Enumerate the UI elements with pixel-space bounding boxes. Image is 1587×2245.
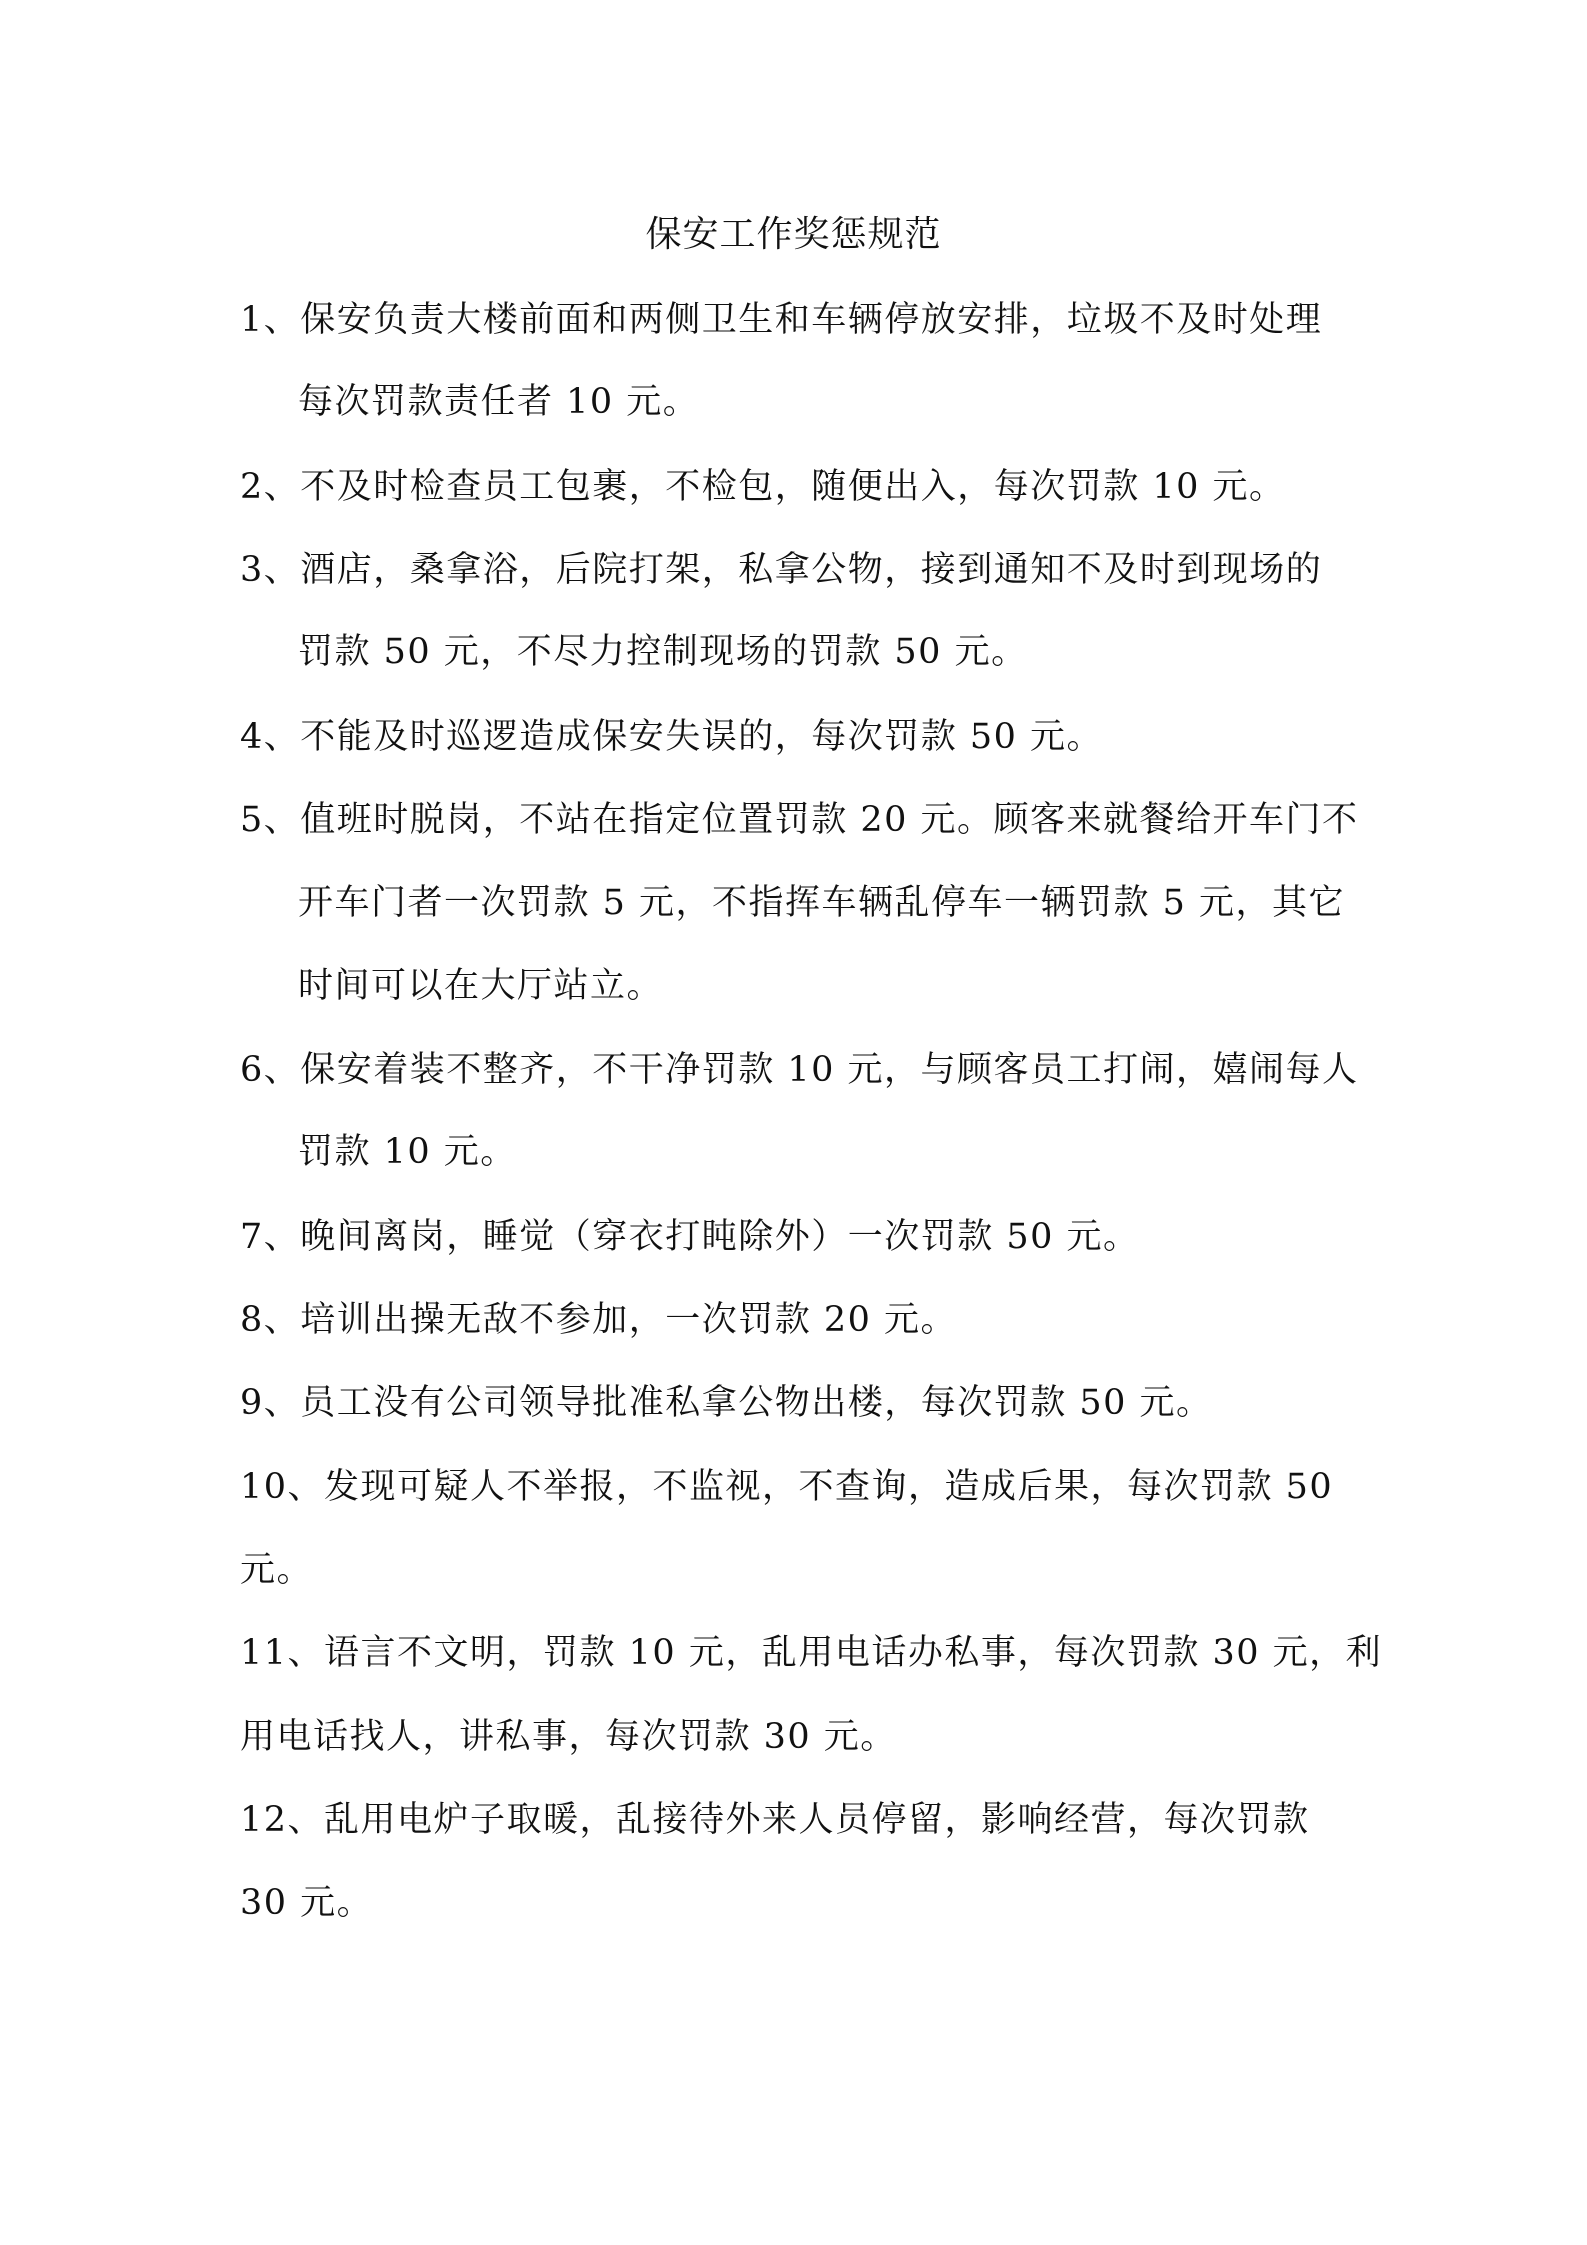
rule-line: 6、保安着装不整齐，不干净罚款 10 元，与顾客员工打闹，嬉闹每人 (240, 1050, 1359, 1090)
rule-line: 10、发现可疑人不举报，不监视，不查询，造成后果，每次罚款 50 (240, 1467, 1334, 1507)
rule-line: 4、不能及时巡逻造成保安失误的，每次罚款 50 元。 (240, 717, 1104, 757)
rule-line: 5、值班时脱岗，不站在指定位置罚款 20 元。顾客来就餐给开车门不 (240, 800, 1359, 840)
rule-line-continuation: 开车门者一次罚款 5 元，不指挥车辆乱停车一辆罚款 5 元，其它 (298, 883, 1346, 923)
rule-line-continuation: 用电话找人，讲私事，每次罚款 30 元。 (240, 1717, 897, 1757)
document-title: 保安工作奖惩规范 (645, 214, 942, 255)
rule-line: 11、语言不文明，罚款 10 元，乱用电话办私事，每次罚款 30 元，利 (240, 1633, 1383, 1673)
rule-line: 2、不及时检查员工包裹，不检包，随便出入，每次罚款 10 元。 (240, 467, 1286, 507)
rule-line: 1、保安负责大楼前面和两侧卫生和车辆停放安排，垃圾不及时处理 (240, 300, 1323, 340)
rule-line: 9、员工没有公司领导批准私拿公物出楼，每次罚款 50 元。 (240, 1383, 1213, 1423)
rule-line: 3、酒店，桑拿浴，后院打架，私拿公物，接到通知不及时到现场的 (240, 550, 1323, 590)
rule-line: 7、晚间离岗，睡觉（穿衣打盹除外）一次罚款 50 元。 (240, 1217, 1140, 1257)
rule-line: 8、培训出操无敌不参加，一次罚款 20 元。 (240, 1300, 958, 1340)
rule-line-continuation: 每次罚款责任者 10 元。 (298, 382, 700, 422)
rule-line-continuation: 时间可以在大厅站立。 (298, 966, 664, 1006)
rule-line-continuation: 元。 (240, 1550, 314, 1590)
rule-line-continuation: 罚款 50 元，不尽力控制现场的罚款 50 元。 (298, 632, 1028, 672)
rule-line: 12、乱用电炉子取暖，乱接待外来人员停留，影响经营，每次罚款 (240, 1800, 1310, 1840)
rule-line-continuation: 罚款 10 元。 (298, 1132, 517, 1172)
rule-line-continuation: 30 元。 (240, 1883, 374, 1923)
